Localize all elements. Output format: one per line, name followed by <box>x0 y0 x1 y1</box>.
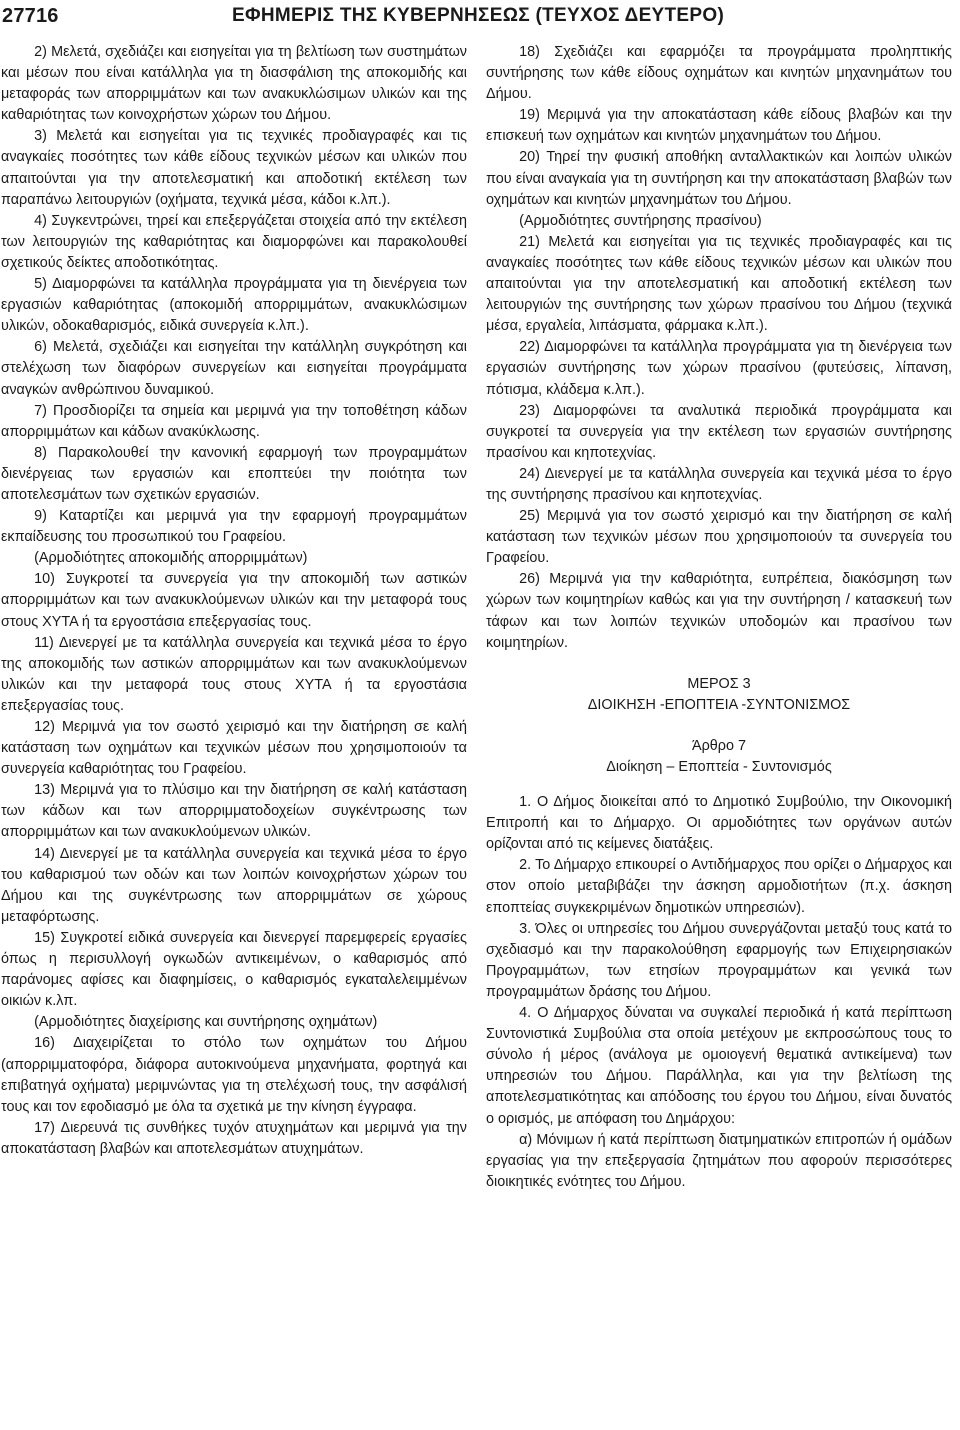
paragraph: 17) Διερευνά τις συνθήκες τυχόν ατυχημάτων και μεριμνά για την αποκατάσταση βλαβών και αποτελεσμάτων ατυχημάτων. <box>1 1119 467 1157</box>
right-column <box>486 42 952 1193</box>
left-column <box>1 42 467 1160</box>
paragraph: 26) Μεριμνά για την καθαριότητα, ευπρέπεια, διακόσμηση των χώρων των κοιμητηρίων καθώς και για την συντήρηση / κατασκευή των τάφων και των λοιπών τεχνικών υποδομών και πρασίνου των κοιμητηρίων. <box>486 571 952 651</box>
paragraph: 18) Σχεδιάζει και εφαρμόζει τα προγράμματα προληπτικής συντήρησης των κάθε είδους οχημάτων και κινητών μηχανημάτων του Δήμου. <box>486 44 952 103</box>
article-title: Διοίκηση – Εποπτεία - Συντονισμός <box>606 759 832 775</box>
section-subheading: (Αρμοδιότητες αποκομιδής απορριμμάτων) <box>34 550 308 567</box>
paragraph: 7) Προσδιορίζει τα σημεία και μεριμνά για την τοποθέτηση κάδων απορριμμάτων και κάδων ανακύκλωσης. <box>1 402 467 440</box>
article-paragraph: 2. Το Δήμαρχο επικουρεί ο Αντιδήμαρχος που ορίζει ο Δήμαρχος και στον οποίο μεταβιβάζει την άσκηση αρμοδιοτήτων (π.χ. άσκηση εποπτείας συγκεκριμένων δημοτικών υπηρεσιών). <box>486 857 952 916</box>
paragraph: 8) Παρακολουθεί την κανονική εφαρμογή των προγραμμάτων διενέργειας των εργασιών και εποπτεύει την ποιότητα των αποτελεσμάτων των σχετικών εργασιών. <box>1 444 467 503</box>
article-paragraph: 1. Ο Δήμος διοικείται από το Δημοτικό Συμβούλιο, την Οικονομική Επιτροπή και το Δήμαρχο. Οι αρμοδιότητες των οργάνων αυτών ορίζονται από τις κείμενες διατάξεις. <box>486 794 952 853</box>
article-paragraph: 4. Ο Δήμαρχος δύναται να συγκαλεί περιοδικά ή κατά περίπτωση Συντονιστικά Συμβούλια στα οποία μετέχουν με εκπροσώπους τους το σύνολο ή μέρος (ανάλογα με ομοιογενή θεματικά αντικείμενα) των υπηρεσιών του Δήμου. Παράλληλα, και για την βελτίωση της αποτελεσματικότητας και απόδοσης του έργου του Δήμου, είναι δυνατός ο ορισμός, με απόφαση του Δημάρχου: <box>486 1005 952 1127</box>
paragraph: 24) Διενεργεί με τα κατάλληλα συνεργεία και τεχνικά μέσα το έργο της συντήρησης πρασίνου και κηποτεχνίας. <box>486 465 952 503</box>
paragraph: 14) Διενεργεί με τα κατάλληλα συνεργεία και τεχνικά μέσα το έργο του καθαρισμού των οδών και των λοιπών κοινοχρήστων χώρων του Δήμου και της συγκέντρωσης των απορριμμάτων σε χώρους μεταφόρτωσης. <box>1 845 467 925</box>
paragraph: 19) Μεριμνά για την αποκατάσταση κάθε είδους βλαβών και την επισκευή των οχημάτων και κινητών μηχανημάτων του Δήμου. <box>486 107 952 145</box>
paragraph: 5) Διαμορφώνει τα κατάλληλα προγράμματα για τη διενέργεια των εργασιών καθαριότητας (αποκομιδή απορριμμάτων, ανακυκλώσιμων υλικών, οδοκαθαρισμός, ειδικά συνεργεία κ.λπ.). <box>1 276 467 335</box>
paragraph: 2) Μελετά, σχεδιάζει και εισηγείται για τη βελτίωση των συστημάτων και μέσων που είναι κατάλληλα για τη διασφάλιση της αποκομιδής και μεταφοράς των απορριμμάτων και των ανακυκλώσιμων υλικών και της καθαριότητας των κοινοχρήστων χώρων του Δήμου. <box>1 44 467 124</box>
paragraph: 4) Συγκεντρώνει, τηρεί και επεξεργάζεται στοιχεία από την εκτέλεση των λειτουργιών της καθαριότητας και διαμορφώνει και παρακολουθεί σχετικούς δείκτες αποδοτικότητας. <box>1 212 467 271</box>
gazette-title: ΕΦΗΜΕΡΙΣ ΤΗΣ ΚΥΒΕΡΝΗΣΕΩΣ (ΤΕΥΧΟΣ ΔΕΥΤΕΡΟ) <box>232 5 725 26</box>
paragraph: 25) Μεριμνά για τον σωστό χειρισμό και την διατήρηση σε καλή κατάσταση των τεχνικών μέσων που χρησιμοποιούν τα συνεργεία του Γραφείου. <box>486 508 952 567</box>
part-label: ΜΕΡΟΣ 3 <box>687 675 751 692</box>
page-header <box>0 0 960 34</box>
paragraph: 13) Μεριμνά για το πλύσιμο και την διατήρηση σε καλή κατάσταση των κάδων και των απορριμματοδοχείων συγκέντρωσης των απορριμμάτων και των ανακυκλούμενων υλικών. <box>1 782 467 841</box>
paragraph: 21) Μελετά και εισηγείται για τις τεχνικές προδιαγραφές και τις αναγκαίες ποσότητες των κάθε είδους τεχνικών μέσων και υλικών που απαιτούνται για την αποτελεσματική και αποδοτική εκτέλεση των λειτουργιών της συντήρησης των χώρων πρασίνου του Δήμου (τεχνικά μέσα, εργαλεία, λιπάσματα, φάρμακα κ.λπ.). <box>486 233 952 335</box>
paragraph: 12) Μεριμνά για τον σωστό χειρισμό και την διατήρηση σε καλή κατάσταση των οχημάτων και τεχνικών μέσων που χρησιμοποιούν τα συνεργεία καθαριότητας του Γραφείου. <box>1 719 467 778</box>
paragraph: 9) Καταρτίζει και μεριμνά για την εφαρμογή προγραμμάτων εκπαίδευσης του προσωπικού του Γραφείου. <box>1 508 467 546</box>
paragraph: 22) Διαμορφώνει τα κατάλληλα προγράμματα για τη διενέργεια των εργασιών συντήρησης των χώρων πρασίνου (φυτεύσεις, λίπανση, πότισμα, κλάδεμα κ.λπ.). <box>486 339 952 398</box>
paragraph: 11) Διενεργεί με τα κατάλληλα συνεργεία και τεχνικά μέσα το έργο της αποκομιδής των αστικών απορριμμάτων και των ανακυκλούμενων υλικών και την μεταφορά τους στους ΧΥΤΑ ή τα εργοστάσια επεξεργασίας τους. <box>1 634 467 714</box>
section-subheading: (Αρμοδιότητες συντήρησης πρασίνου) <box>519 212 762 229</box>
paragraph: 15) Συγκροτεί ειδικά συνεργεία και διενεργεί παρεμφερείς εργασίες όπως η περισυλλογή ογκωδών αντικειμένων, ο καθαρισμός από παράνομες αφίσες και διαφημίσεις, ο καθαρισμός εγκαταλελειμμένων οικιών κ.λπ. <box>1 929 467 1010</box>
paragraph: 23) Διαμορφώνει τα αναλυτικά περιοδικά προγράμματα και συγκροτεί τα συνεργεία για την εκτέλεση των εργασιών συντήρησης πρασίνου και κηποτεχνίας. <box>486 402 952 461</box>
paragraph: 16) Διαχειρίζεται το στόλο των οχημάτων του Δήμου (απορριμματοφόρα, διάφορα αυτοκινούμενα μηχανήματα, φορτηγά και επιβατηγά οχήματα) μεριμνώντας για τη στελέχωσή τους, την ασφάλισή τους και τον εφοδιασμό με όλα τα σχετικά με την κίνηση έγγραφα. <box>1 1035 467 1115</box>
article-label: Άρθρο 7 <box>692 737 746 754</box>
paragraph: 3) Μελετά και εισηγείται για τις τεχνικές προδιαγραφές και τις αναγκαίες ποσότητες των κάθε είδους τεχνικών μέσων και υλικών που απαιτούνται για την αποτελεσματική και αποδοτική εκτέλεση των παραπάνω λειτουργιών (οχήματα, τεχνικά μέσα, κάδοι κ.λπ.). <box>1 128 467 208</box>
paragraph: 6) Μελετά, σχεδιάζει και εισηγείται την κατάλληλη συγκρότηση και στελέχωση των διαφόρων συνεργείων και εισηγείται προγράμματα αναγκών ανθρώπινου δυναμικού. <box>1 339 467 398</box>
section-subheading: (Αρμοδιότητες διαχείρισης και συντήρησης οχημάτων) <box>34 1014 378 1031</box>
paragraph: 10) Συγκροτεί τα συνεργεία για την αποκομιδή των αστικών απορριμμάτων και των ανακυκλούμενων υλικών και την μεταφορά τους στους ΧΥΤΑ ή τα εργοστάσια επεξεργασίας τους. <box>1 571 467 630</box>
paragraph: 20) Τηρεί την φυσική αποθήκη ανταλλακτικών και λοιπών υλικών που είναι αναγκαία για τη συντήρηση και την αποκατάσταση βλαβών των οχημάτων και κινητών μηχανημάτων του Δήμου. <box>486 149 952 208</box>
part-title: ΔΙΟΙΚΗΣΗ -ΕΠΟΠΤΕΙΑ -ΣΥΝΤΟΝΙΣΜΟΣ <box>587 696 851 713</box>
article-paragraph: α) Μόνιμων ή κατά περίπτωση διατμηματικών επιτροπών ή ομάδων εργασίας για την επεξεργασία ζητημάτων που αφορούν περισσότερες διοικητικές ενότητες του Δήμου. <box>486 1131 952 1190</box>
page-number: 27716 <box>2 5 59 27</box>
article-paragraph: 3. Όλες οι υπηρεσίες του Δήμου συνεργάζονται μεταξύ τους κατά το σχεδιασμό και την παρακολούθηση εφαρμογής των Επιχειρησιακών Προγραμμάτων, των ετησίων προγραμμάτων και γενικά των προγραμμάτων δράσης του Δήμου. <box>486 920 952 1000</box>
